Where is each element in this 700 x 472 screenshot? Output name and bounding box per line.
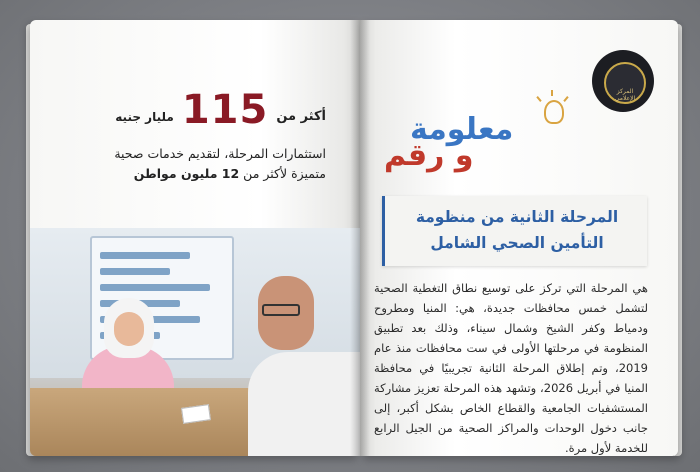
- board-row: [100, 252, 190, 259]
- stat-description: [66, 144, 326, 184]
- logo-text: المركز الإعلامي: [614, 88, 636, 102]
- headline: المرحلة الثانية من منظومة التأمين الصحي الشامل: [415, 208, 619, 252]
- bulb-ray: [563, 96, 568, 102]
- brand-word-info: معلومة: [410, 112, 514, 147]
- stat-desc-line2-start: متميزة لأكثر من: [239, 166, 326, 181]
- stat-desc-line1: استثمارات المرحلة، لتقديم خدمات صحية: [114, 146, 326, 161]
- stat-unit: مليار جنيه: [115, 110, 174, 124]
- headline-box: [382, 196, 647, 266]
- photo-man-body: [248, 352, 360, 456]
- stat-desc-line2: [66, 164, 326, 184]
- body-text: هي المرحلة التي تركز على توسيع نطاق التغطية الصحية لتشمل خمس محافظات جديدة، هي: المنيا ومطروح ودمياط وكفر الشيخ وشمال سيناء، وذلك بعد تطبيق المنظومة في مرحلتها الأولى في ست محافظات منذ عام 2019، وتم إطلاق المرحلة الثانية تجريبيًا في محافظة المنيا في أبريل 2026، وتشهد هذه المرحلة تعزيز مشاركة المستشفيات الجامعية والقطاع الخاص بشكل أكبر، إلى جانب دخول الوحدات والمراكز الصحية من الجيل الرابع للخدمة لأول مرة.: [374, 281, 648, 455]
- left-page: [30, 20, 360, 456]
- stat-desc-highlight: 12 مليون مواطن: [133, 166, 240, 181]
- stat-row: [115, 87, 326, 133]
- book-spine: [350, 20, 370, 456]
- lightbulb-icon: [544, 100, 564, 124]
- board-row: [100, 284, 210, 291]
- stat-number: 115: [181, 87, 269, 133]
- brand-word-number: و رقم: [384, 138, 474, 173]
- clinic-photo: [30, 228, 360, 456]
- photo-nurse-face: [114, 312, 144, 346]
- board-row: [100, 268, 170, 275]
- stat-prefix: أكثر من: [276, 109, 326, 124]
- photo-man-glasses: [262, 304, 300, 316]
- media-center-logo: [592, 50, 654, 112]
- right-page: [360, 20, 678, 456]
- open-book: [18, 6, 684, 468]
- eagle-emblem-icon: [604, 62, 646, 104]
- photo-counter: [30, 388, 280, 456]
- bulb-ray: [536, 96, 541, 102]
- bulb-ray: [551, 90, 553, 96]
